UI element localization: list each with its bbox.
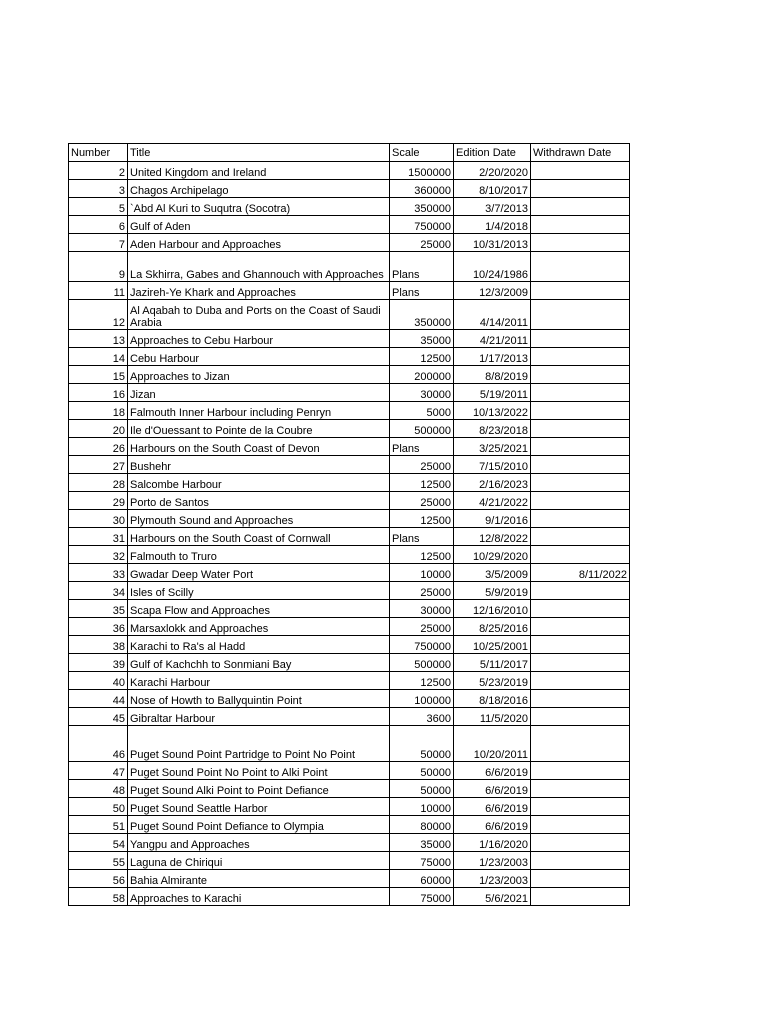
withdrawn-date-cell [531,420,630,438]
table-row [69,870,630,888]
edition-date-cell: 7/15/2010 [454,456,531,474]
withdrawn-date-cell [531,618,630,636]
number-cell: 9 [69,252,128,282]
table-row [69,564,630,582]
number-cell: 55 [69,852,128,870]
scale-cell: Plans [390,528,454,546]
scale-cell: 75000 [390,852,454,870]
table-row [69,216,630,234]
number-cell: 58 [69,888,128,906]
title-cell: Karachi Harbour [128,672,390,690]
scale-cell: 25000 [390,234,454,252]
withdrawn-date-cell [531,402,630,420]
number-cell: 35 [69,600,128,618]
withdrawn-date-cell [531,708,630,726]
scale-header: Scale [390,144,454,162]
number-cell: 27 [69,456,128,474]
withdrawn-date-cell [531,852,630,870]
scale-cell: 25000 [390,456,454,474]
scale-cell: 500000 [390,420,454,438]
withdrawn-date-cell [531,348,630,366]
title-cell: Isles of Scilly [128,582,390,600]
edition-date-cell: 2/16/2023 [454,474,531,492]
table-row [69,420,630,438]
edition-date-cell: 4/21/2022 [454,492,531,510]
scale-cell: 10000 [390,798,454,816]
table-row [69,456,630,474]
number-cell: 6 [69,216,128,234]
scale-cell: 200000 [390,366,454,384]
number-cell: 40 [69,672,128,690]
edition-date-cell: 1/17/2013 [454,348,531,366]
title-cell: Bahia Almirante [128,870,390,888]
edition-date-cell: 5/23/2019 [454,672,531,690]
withdrawn-date-cell: 8/11/2022 [531,564,630,582]
number-cell: 50 [69,798,128,816]
scale-cell: 35000 [390,834,454,852]
withdrawn-date-cell [531,198,630,216]
number-cell: 5 [69,198,128,216]
withdrawn-date-cell [531,546,630,564]
number-cell: 48 [69,780,128,798]
edition-date-cell: 8/25/2016 [454,618,531,636]
number-cell: 28 [69,474,128,492]
title-cell: La Skhirra, Gabes and Ghannouch with Approaches [128,252,390,282]
withdrawn-date-cell [531,834,630,852]
title-cell: Nose of Howth to Ballyquintin Point [128,690,390,708]
withdrawn-date-cell [531,870,630,888]
title-cell: Jazireh-Ye Khark and Approaches [128,282,390,300]
title-cell: Approaches to Jizan [128,366,390,384]
scale-cell: 1500000 [390,162,454,180]
edition-date-cell: 10/20/2011 [454,726,531,762]
title-cell: Falmouth to Truro [128,546,390,564]
edition-date-cell: 4/14/2011 [454,300,531,330]
number-cell: 34 [69,582,128,600]
edition-date-cell: 8/8/2019 [454,366,531,384]
number-cell: 32 [69,546,128,564]
title-cell: Falmouth Inner Harbour including Penryn [128,402,390,420]
scale-cell: 75000 [390,888,454,906]
edition-date-header: Edition Date [454,144,531,162]
edition-date-cell: 3/5/2009 [454,564,531,582]
edition-date-cell: 3/25/2021 [454,438,531,456]
title-cell: United Kingdom and Ireland [128,162,390,180]
withdrawn-date-cell [531,180,630,198]
scale-cell: Plans [390,282,454,300]
table-row [69,834,630,852]
table-row [69,582,630,600]
title-cell: Marsaxlokk and Approaches [128,618,390,636]
scale-cell: 360000 [390,180,454,198]
table-row [69,852,630,870]
scale-cell: 25000 [390,618,454,636]
number-cell: 36 [69,618,128,636]
withdrawn-date-cell [531,162,630,180]
scale-cell: 10000 [390,564,454,582]
withdrawn-date-cell [531,234,630,252]
withdrawn-date-cell [531,492,630,510]
withdrawn-date-cell [531,366,630,384]
scale-cell: 12500 [390,348,454,366]
edition-date-cell: 5/6/2021 [454,888,531,906]
withdrawn-date-cell [531,384,630,402]
title-cell: Gulf of Aden [128,216,390,234]
title-cell: Plymouth Sound and Approaches [128,510,390,528]
withdrawn-date-cell [531,762,630,780]
number-cell: 44 [69,690,128,708]
title-cell: Scapa Flow and Approaches [128,600,390,618]
chart-catalogue-table [68,143,630,906]
title-cell: Harbours on the South Coast of Cornwall [128,528,390,546]
number-cell: 3 [69,180,128,198]
withdrawn-date-cell [531,780,630,798]
title-cell: Laguna de Chiriqui [128,852,390,870]
table-row [69,384,630,402]
scale-cell: Plans [390,252,454,282]
edition-date-cell: 10/29/2020 [454,546,531,564]
title-cell: Cebu Harbour [128,348,390,366]
withdrawn-date-header: Withdrawn Date [531,144,630,162]
edition-date-cell: 6/6/2019 [454,762,531,780]
header-row [69,144,630,162]
edition-date-cell: 12/3/2009 [454,282,531,300]
table-row [69,816,630,834]
edition-date-cell: 12/16/2010 [454,600,531,618]
scale-cell: 500000 [390,654,454,672]
edition-date-cell: 10/24/1986 [454,252,531,282]
table-row [69,672,630,690]
table-row [69,492,630,510]
edition-date-cell: 5/9/2019 [454,582,531,600]
title-cell: Puget Sound Point Defiance to Olympia [128,816,390,834]
scale-cell: 30000 [390,384,454,402]
scale-cell: 750000 [390,636,454,654]
title-cell: Gwadar Deep Water Port [128,564,390,582]
edition-date-cell: 6/6/2019 [454,798,531,816]
edition-date-cell: 11/5/2020 [454,708,531,726]
scale-cell: 12500 [390,672,454,690]
withdrawn-date-cell [531,726,630,762]
withdrawn-date-cell [531,216,630,234]
table-row [69,726,630,762]
table-row [69,546,630,564]
number-cell: 45 [69,708,128,726]
withdrawn-date-cell [531,282,630,300]
scale-cell: 30000 [390,600,454,618]
withdrawn-date-cell [531,690,630,708]
title-cell: Puget Sound Point No Point to Alki Point [128,762,390,780]
number-cell: 33 [69,564,128,582]
table-row [69,780,630,798]
scale-cell: 50000 [390,726,454,762]
number-cell: 15 [69,366,128,384]
table-row [69,762,630,780]
table-row [69,654,630,672]
title-cell: Bushehr [128,456,390,474]
edition-date-cell: 3/7/2013 [454,198,531,216]
edition-date-cell: 6/6/2019 [454,816,531,834]
edition-date-cell: 8/18/2016 [454,690,531,708]
title-cell: Aden Harbour and Approaches [128,234,390,252]
withdrawn-date-cell [531,582,630,600]
scale-cell: 12500 [390,510,454,528]
table-row [69,618,630,636]
withdrawn-date-cell [531,528,630,546]
number-cell: 47 [69,762,128,780]
table-row [69,474,630,492]
title-cell: Puget Sound Alki Point to Point Defiance [128,780,390,798]
number-cell: 51 [69,816,128,834]
table-row [69,180,630,198]
title-cell: `Abd Al Kuri to Suqutra (Socotra) [128,198,390,216]
edition-date-cell: 5/11/2017 [454,654,531,672]
number-cell: 26 [69,438,128,456]
withdrawn-date-cell [531,510,630,528]
withdrawn-date-cell [531,600,630,618]
withdrawn-date-cell [531,816,630,834]
number-header: Number [69,144,128,162]
number-cell: 2 [69,162,128,180]
table-row [69,510,630,528]
title-cell: Harbours on the South Coast of Devon [128,438,390,456]
number-cell: 18 [69,402,128,420]
scale-cell: 50000 [390,780,454,798]
number-cell: 31 [69,528,128,546]
edition-date-cell: 1/16/2020 [454,834,531,852]
scale-cell: 60000 [390,870,454,888]
number-cell: 30 [69,510,128,528]
number-cell: 11 [69,282,128,300]
number-cell: 20 [69,420,128,438]
edition-date-cell: 12/8/2022 [454,528,531,546]
withdrawn-date-cell [531,654,630,672]
table-row [69,438,630,456]
scale-cell: 350000 [390,300,454,330]
number-cell: 38 [69,636,128,654]
table-row [69,282,630,300]
edition-date-cell: 10/25/2001 [454,636,531,654]
number-cell: 12 [69,300,128,330]
scale-cell: 5000 [390,402,454,420]
scale-cell: 12500 [390,474,454,492]
edition-date-cell: 10/31/2013 [454,234,531,252]
scale-cell: 750000 [390,216,454,234]
scale-cell: 80000 [390,816,454,834]
table-row [69,234,630,252]
edition-date-cell: 6/6/2019 [454,780,531,798]
title-cell: Jizan [128,384,390,402]
table-row [69,330,630,348]
table-row [69,402,630,420]
number-cell: 39 [69,654,128,672]
edition-date-cell: 9/1/2016 [454,510,531,528]
number-cell: 56 [69,870,128,888]
scale-cell: 350000 [390,198,454,216]
scale-cell: 25000 [390,582,454,600]
withdrawn-date-cell [531,672,630,690]
title-cell: Ile d'Ouessant to Pointe de la Coubre [128,420,390,438]
number-cell: 16 [69,384,128,402]
withdrawn-date-cell [531,474,630,492]
scale-cell: Plans [390,438,454,456]
withdrawn-date-cell [531,636,630,654]
table-row [69,198,630,216]
table-row [69,348,630,366]
scale-cell: 35000 [390,330,454,348]
title-cell: Karachi to Ra's al Hadd [128,636,390,654]
table-row [69,798,630,816]
table-row [69,252,630,282]
table-row [69,888,630,906]
title-cell: Porto de Santos [128,492,390,510]
table-row [69,708,630,726]
edition-date-cell: 8/10/2017 [454,180,531,198]
table-row [69,300,630,330]
withdrawn-date-cell [531,798,630,816]
number-cell: 46 [69,726,128,762]
title-cell: Approaches to Karachi [128,888,390,906]
withdrawn-date-cell [531,300,630,330]
table-row [69,528,630,546]
withdrawn-date-cell [531,438,630,456]
edition-date-cell: 1/4/2018 [454,216,531,234]
number-cell: 29 [69,492,128,510]
edition-date-cell: 2/20/2020 [454,162,531,180]
title-cell: Al Aqabah to Duba and Ports on the Coast of Saudi Arabia [128,300,390,330]
title-cell: Puget Sound Seattle Harbor [128,798,390,816]
edition-date-cell: 1/23/2003 [454,870,531,888]
title-cell: Approaches to Cebu Harbour [128,330,390,348]
withdrawn-date-cell [531,456,630,474]
scale-cell: 25000 [390,492,454,510]
edition-date-cell: 1/23/2003 [454,852,531,870]
scale-cell: 50000 [390,762,454,780]
title-cell: Salcombe Harbour [128,474,390,492]
withdrawn-date-cell [531,252,630,282]
withdrawn-date-cell [531,888,630,906]
title-cell: Puget Sound Point Partridge to Point No Point [128,726,390,762]
scale-cell: 100000 [390,690,454,708]
edition-date-cell: 4/21/2011 [454,330,531,348]
number-cell: 7 [69,234,128,252]
table-row [69,636,630,654]
title-cell: Yangpu and Approaches [128,834,390,852]
number-cell: 13 [69,330,128,348]
number-cell: 54 [69,834,128,852]
number-cell: 14 [69,348,128,366]
edition-date-cell: 8/23/2018 [454,420,531,438]
title-cell: Chagos Archipelago [128,180,390,198]
table-row [69,366,630,384]
title-cell: Gibraltar Harbour [128,708,390,726]
edition-date-cell: 10/13/2022 [454,402,531,420]
title-cell: Gulf of Kachchh to Sonmiani Bay [128,654,390,672]
scale-cell: 3600 [390,708,454,726]
withdrawn-date-cell [531,330,630,348]
title-header: Title [128,144,390,162]
table-row [69,162,630,180]
scale-cell: 12500 [390,546,454,564]
table-row [69,600,630,618]
table-row [69,690,630,708]
edition-date-cell: 5/19/2011 [454,384,531,402]
